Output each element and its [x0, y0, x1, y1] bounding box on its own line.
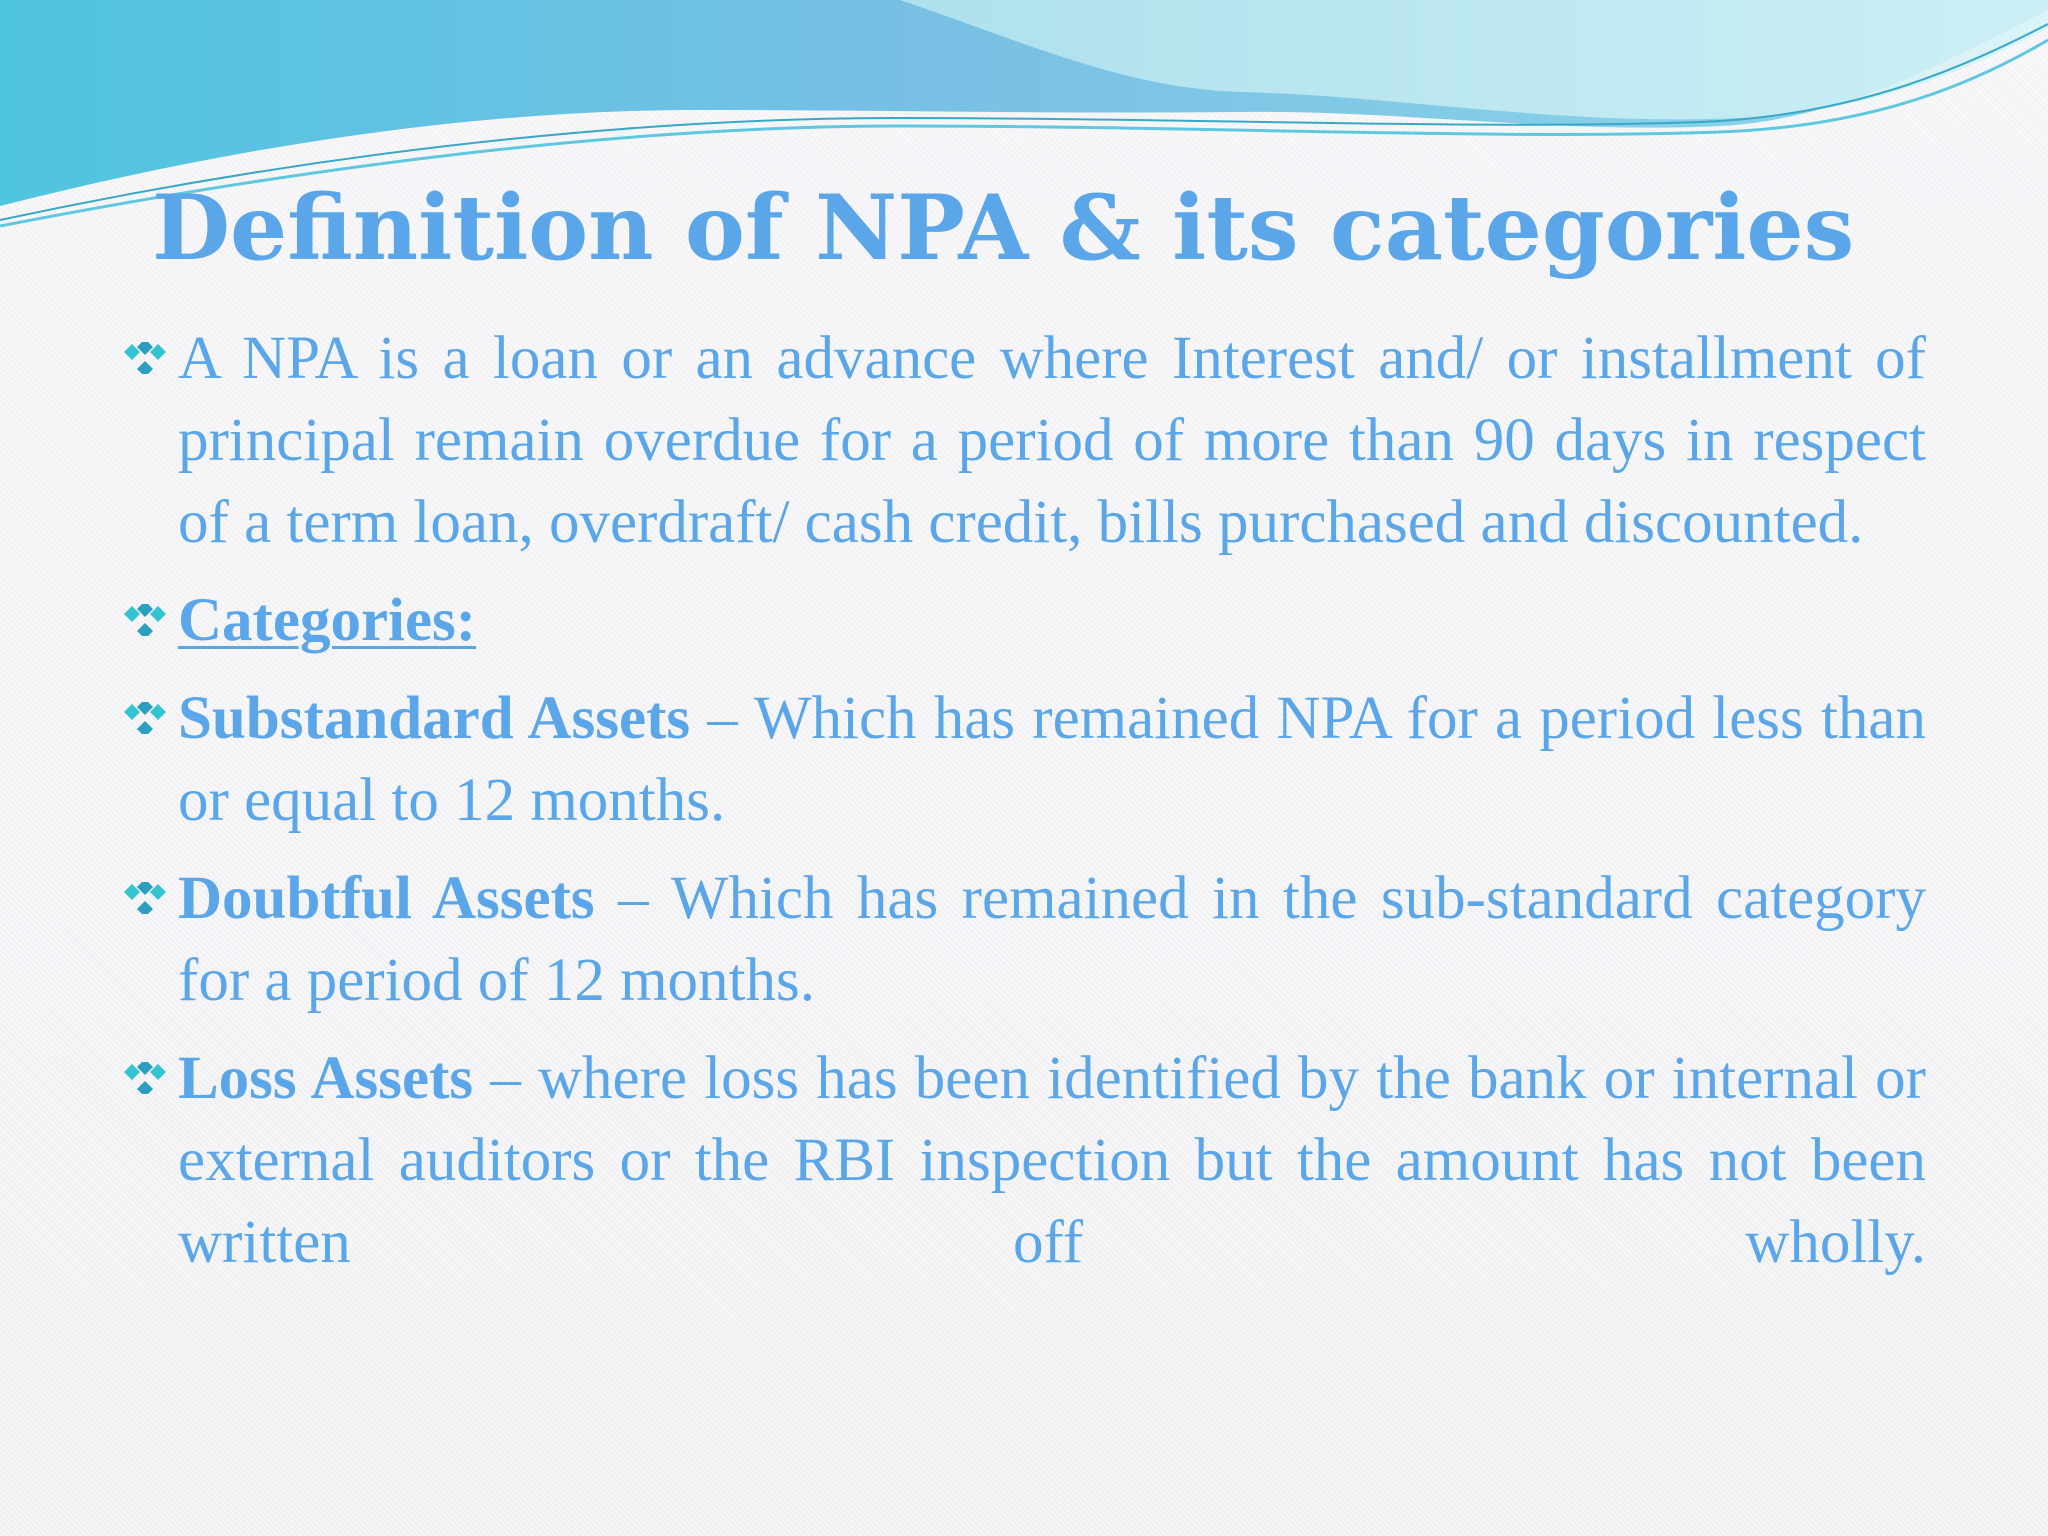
- bullet-lead: Substandard Assets: [178, 685, 691, 752]
- bullet-text: A NPA is a loan or an advance where Interest and/ or installment of principal remain overdue for a period of more than 90 days in respect of a term loan, overdraft/ cash credit, bills purchased and discounted.: [178, 325, 1926, 556]
- bullet-list: [118, 318, 1926, 1300]
- four-diamond-bullet-icon: [120, 702, 170, 734]
- list-item-categories: [118, 580, 1926, 662]
- four-diamond-bullet-icon: [120, 882, 170, 914]
- bullet-lead: Doubtful Assets: [178, 865, 595, 932]
- four-diamond-bullet-icon: [120, 342, 170, 374]
- bullet-text: – where loss has been identified by the bank or internal or external auditors or the RBI inspection but the amount has not been written off wholly.: [178, 1045, 1926, 1276]
- list-item-loss-assets: [118, 1038, 1926, 1284]
- four-diamond-bullet-icon: [120, 1062, 170, 1094]
- four-diamond-bullet-icon: [120, 604, 170, 636]
- bullet-text: – Which has remained NPA for a period less than or equal to 12 months.: [178, 685, 1926, 834]
- bullet-text: – Which has remained in the sub-standard category for a period of 12 months.: [178, 865, 1926, 1014]
- list-item-doubtful-assets: [118, 858, 1926, 1022]
- list-item-substandard-assets: [118, 678, 1926, 842]
- categories-heading: Categories:: [178, 587, 477, 654]
- bullet-lead: Loss Assets: [178, 1045, 474, 1112]
- list-item-npa-definition: [118, 318, 1926, 564]
- slide-title: Definition of NPA & its categories: [152, 175, 1855, 281]
